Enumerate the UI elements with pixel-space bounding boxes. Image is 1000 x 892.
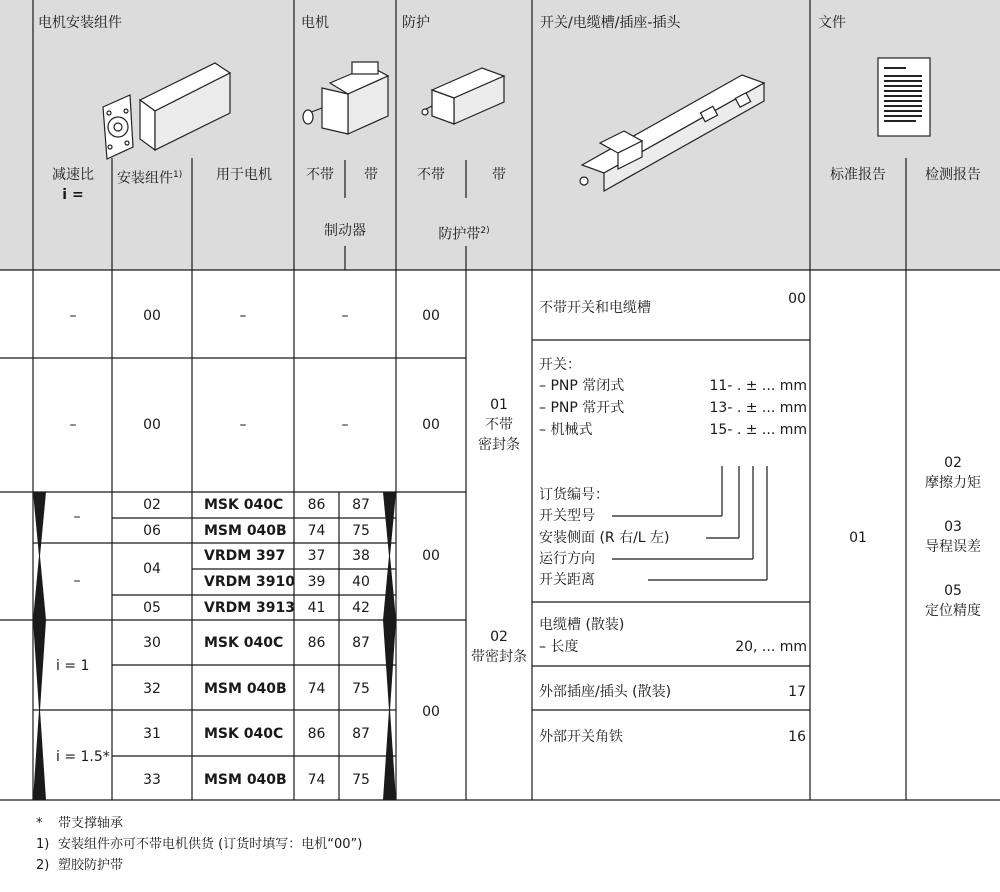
seal-option1-code: 01 [490,397,508,413]
switch-item-label: – PNP 常闭式 [539,378,625,394]
order-item: 安装侧面 (R 右/L 左) [539,530,670,546]
motor-without-header: 不带 [306,167,334,183]
cable-length-code: 20, ... mm [735,639,807,655]
test-report-header: 检测报告 [925,167,981,183]
switch-item-code: 11- . ± ... mm [709,378,807,394]
for-motor-header: 用于电机 [216,167,272,183]
blockB-motor: MSM 040B [204,681,287,697]
row2-protect: 00 [422,417,440,433]
blockA-without: 39 [307,574,326,590]
blockA-motor: VRDM 3913 [204,600,296,616]
seal-option2-code: 02 [490,629,508,645]
blockA-without: 74 [307,523,326,539]
no-switch-label: 不带开关和电缆槽 [539,300,651,316]
blockA-kit: 02 [143,497,161,513]
blockA-ratio-bottom: – [73,573,81,589]
row1-motor: – [239,308,247,324]
blockB-ratio: i = 1.5* [56,749,110,765]
blockB-kit: 30 [143,635,161,651]
blockA-kit: 04 [143,561,161,577]
row1-kit: 00 [143,308,161,324]
blockB-without: 86 [307,726,326,742]
footnote [36,816,123,832]
switch-illustration [572,65,772,195]
mount-kit-footnote-ref: 1) [173,170,183,180]
group-switch-title: 开关/电缆槽/插座-插头 [540,15,681,31]
bracket-code: 16 [788,729,806,745]
blockB-ratio: i = 1 [56,658,90,674]
motor-with-header: 带 [364,167,378,183]
test-item-label: 定位精度 [925,603,981,619]
test-item-label: 摩擦力矩 [925,475,981,491]
footnote-text: 带支撑轴承 [58,816,124,831]
test-item-code: 03 [944,519,962,535]
blockB-without: 74 [307,772,326,788]
order-item: 开关距离 [539,572,595,588]
brake-header: 制动器 [324,223,366,239]
switch-item-label: – 机械式 [539,422,593,438]
blockB-kit: 31 [143,726,161,742]
blockA-without: 86 [307,497,326,513]
cable-length-label: – 长度 [539,639,579,655]
protect-band-label: 防护带 [438,226,481,243]
footnote [36,837,362,853]
footnote [36,858,123,874]
standard-report-code: 01 [849,530,867,546]
blockA-with: 42 [352,600,370,616]
blockA-motor: MSK 040C [204,497,284,513]
order-item: 运行方向 [539,551,595,567]
blockB-motor: MSK 040C [204,726,284,742]
footnote-mark: * [36,816,43,831]
blockB-with: 87 [352,635,370,651]
blockA-ratio-top: – [73,509,81,525]
protect-with-header: 带 [492,167,506,183]
footnote-mark: 1) [36,837,50,852]
switch-item-label: – PNP 常开式 [539,400,625,416]
footnote-text: 安装组件亦可不带电机供货 (订货时填写：电机“00”) [58,837,363,852]
row2-motor: – [239,417,247,433]
socket-label: 外部插座/插头 (散装) [539,684,672,700]
blockA-motor: VRDM 397 [204,548,286,564]
blockB-with: 75 [352,681,370,697]
mount-kit-header-label: 安装组件 [117,170,173,187]
row1-brake: – [341,308,349,324]
switch-title: 开关： [539,357,581,373]
footnote-text: 塑胶防护带 [58,858,124,873]
blockA-with: 38 [352,548,370,564]
seal-option2-label: 带密封条 [471,649,527,665]
blockB-kit: 32 [143,681,161,697]
blockB-motor: MSK 040C [204,635,284,651]
cable-duct-title: 电缆槽 (散装) [539,617,625,633]
blockB-without: 86 [307,635,326,651]
row1-protect: 00 [422,308,440,324]
blockA-with: 87 [352,497,370,513]
order-title: 订货编号： [539,487,609,503]
blockB-without: 74 [307,681,326,697]
ratio-header-symbol: i = [62,187,84,203]
seal-option1-line2: 密封条 [478,437,520,453]
test-item-label: 导程误差 [925,539,981,555]
group-motor-title: 电机 [301,15,329,31]
no-switch-code: 00 [788,291,806,307]
footnote-mark: 2) [36,858,50,873]
blockA-motor: MSM 040B [204,523,287,539]
row2-kit: 00 [143,417,161,433]
blockB-motor: MSM 040B [204,772,287,788]
group-mount-title: 电机安装组件 [38,15,122,31]
order-item: 开关型号 [539,508,595,524]
report-document-icon [876,56,934,140]
switch-item-code: 15- . ± ... mm [709,422,807,438]
protect-band-footnote-ref: 2) [480,226,490,236]
row1-ratio: – [69,308,77,324]
blockB-with: 75 [352,772,370,788]
blockA-protect: 00 [422,548,440,564]
group-protect-title: 防护 [402,15,430,31]
switch-item-code: 13- . ± ... mm [709,400,807,416]
protection-illustration [420,62,510,132]
bracket-label: 外部开关角铁 [539,729,623,745]
test-item-code: 05 [944,583,962,599]
socket-code: 17 [788,684,806,700]
seal-option1-line1: 不带 [485,417,513,433]
group-docs-title: 文件 [818,15,846,31]
motor-illustration [300,58,395,138]
blockB-with: 87 [352,726,370,742]
blockA-without: 41 [307,600,326,616]
standard-report-header: 标准报告 [830,167,886,183]
blockA-without: 37 [307,548,326,564]
blockB-kit: 33 [143,772,161,788]
blockB-protect: 00 [422,704,440,720]
test-item-code: 02 [944,455,962,471]
mounting-kit-illustration [95,55,235,160]
blockA-kit: 05 [143,600,161,616]
mount-kit-header [117,166,182,188]
blockA-kit: 06 [143,523,161,539]
protect-without-header: 不带 [417,167,445,183]
protect-band-header [398,222,530,244]
row2-ratio: – [69,417,77,433]
blockA-motor: VRDM 3910 [204,574,296,590]
blockA-with: 40 [352,574,370,590]
blockA-with: 75 [352,523,370,539]
row2-brake: – [341,417,349,433]
ratio-header: 减速比 [52,167,94,183]
